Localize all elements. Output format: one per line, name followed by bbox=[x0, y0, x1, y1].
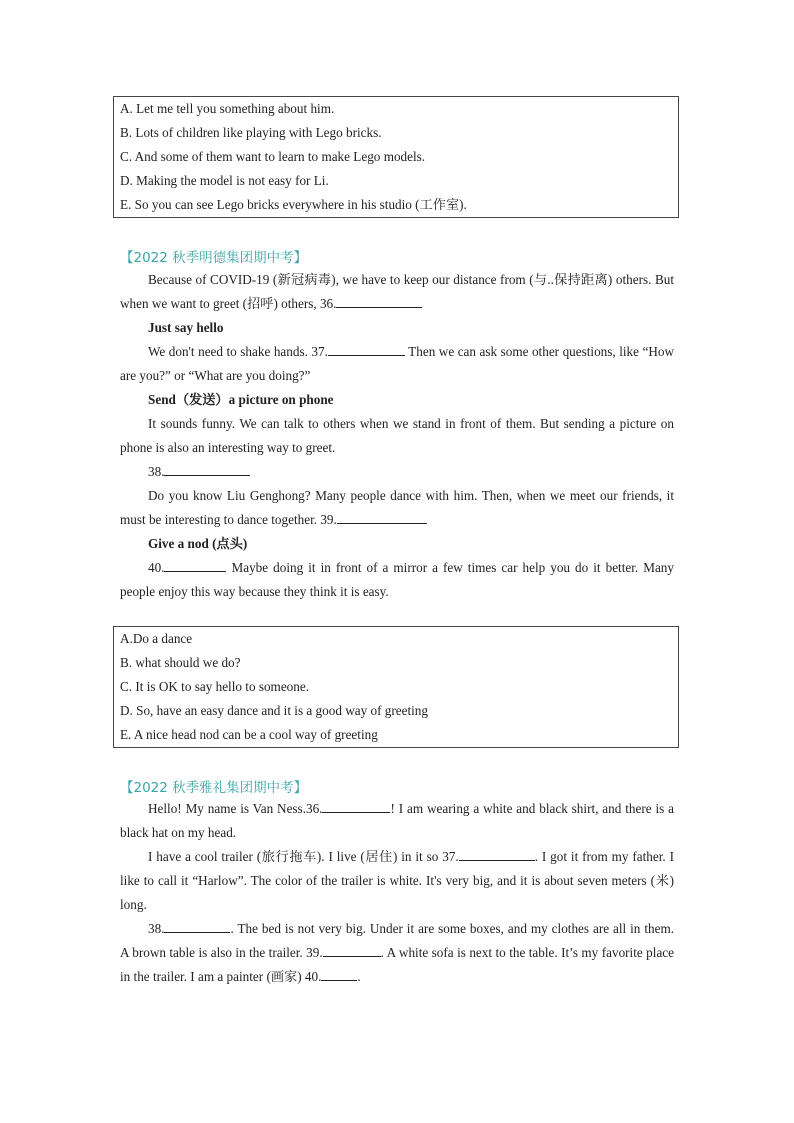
answer-blank-39[interactable] bbox=[323, 943, 381, 957]
paragraph: I have a cool trailer (旅行拖车). I live (居住) in it so 37. . I got it from my father. I like to call it “Harlow”. The color of the trailer is white. It's very big, and it is about seven meters (米) long. bbox=[120, 849, 674, 912]
option-d: D. So, have an easy dance and it is a good way of greeting bbox=[120, 703, 428, 718]
passage-trailer bbox=[120, 797, 674, 989]
option-a: A.Do a dance bbox=[120, 631, 193, 646]
paragraph: Do you know Liu Genghong? Many people dance with him. Then, when we meet our friends, it must be interesting to dance together. 39. bbox=[120, 488, 674, 527]
paragraph: Because of COVID-19 (新冠病毒), we have to keep our distance from (与..保持距离) others. But when we want to greet (招呼) others, 36. bbox=[120, 272, 674, 311]
paragraph: It sounds funny. We can talk to others when we stand in front of them. But sending a picture on phone is also an interesting way to greet. bbox=[120, 416, 674, 455]
paragraph: 38. . The bed is not very big. Under it are some boxes, and my clothes are all in them. A brown table is also in the trailer. 39. . A white sofa is next to the table. It’s my favorite place in the trailer. I am a painter (画家) 40. . bbox=[120, 921, 674, 984]
answer-blank-37[interactable] bbox=[459, 847, 535, 861]
subheading-give-a-nod: Give a nod (点头) bbox=[148, 536, 248, 551]
answer-blank-40[interactable] bbox=[321, 967, 357, 981]
section-heading-yali: 【2022 秋季雅礼集团期中考】 bbox=[120, 780, 308, 796]
section-heading-mingde: 【2022 秋季明德集团期中考】 bbox=[120, 250, 308, 266]
paragraph: 38. bbox=[120, 460, 674, 484]
answer-blank-40[interactable] bbox=[164, 558, 226, 572]
option-d: D. Making the model is not easy for Li. bbox=[120, 173, 329, 188]
option-b: B. Lots of children like playing with Lego bricks. bbox=[120, 125, 382, 140]
option-e: E. So you can see Lego bricks everywhere in his studio (工作室). bbox=[120, 197, 467, 212]
option-c: C. It is OK to say hello to someone. bbox=[120, 679, 310, 694]
answer-blank-39[interactable] bbox=[337, 510, 427, 524]
subheading-just-say-hello: Just say hello bbox=[148, 320, 224, 335]
option-c: C. And some of them want to learn to make Lego models. bbox=[120, 149, 426, 164]
paragraph: We don't need to shake hands. 37. Then we can ask some other questions, like “How are you?” or “What are you doing?” bbox=[120, 344, 674, 383]
subheading-send-picture: Send（发送）a picture on phone bbox=[148, 392, 334, 407]
passage-greeting bbox=[120, 268, 674, 604]
paragraph: Hello! My name is Van Ness.36. ! I am wearing a white and black shirt, and there is a black hat on my head. bbox=[120, 801, 674, 840]
option-e: E. A nice head nod can be a cool way of greeting bbox=[120, 727, 378, 742]
answer-blank-36[interactable] bbox=[322, 799, 390, 813]
options-box-1 bbox=[113, 96, 679, 218]
answer-blank-37[interactable] bbox=[328, 342, 405, 356]
paragraph: 40. Maybe doing it in front of a mirror a few times car help you do it better. Many people enjoy this way because they think it is easy. bbox=[120, 560, 674, 599]
answer-blank-38[interactable] bbox=[164, 919, 230, 933]
options-box-2 bbox=[113, 626, 679, 748]
option-b: B. what should we do? bbox=[120, 655, 241, 670]
answer-blank-36[interactable] bbox=[336, 294, 422, 308]
option-a: A. Let me tell you something about him. bbox=[120, 101, 335, 116]
answer-blank-38[interactable] bbox=[164, 462, 250, 476]
